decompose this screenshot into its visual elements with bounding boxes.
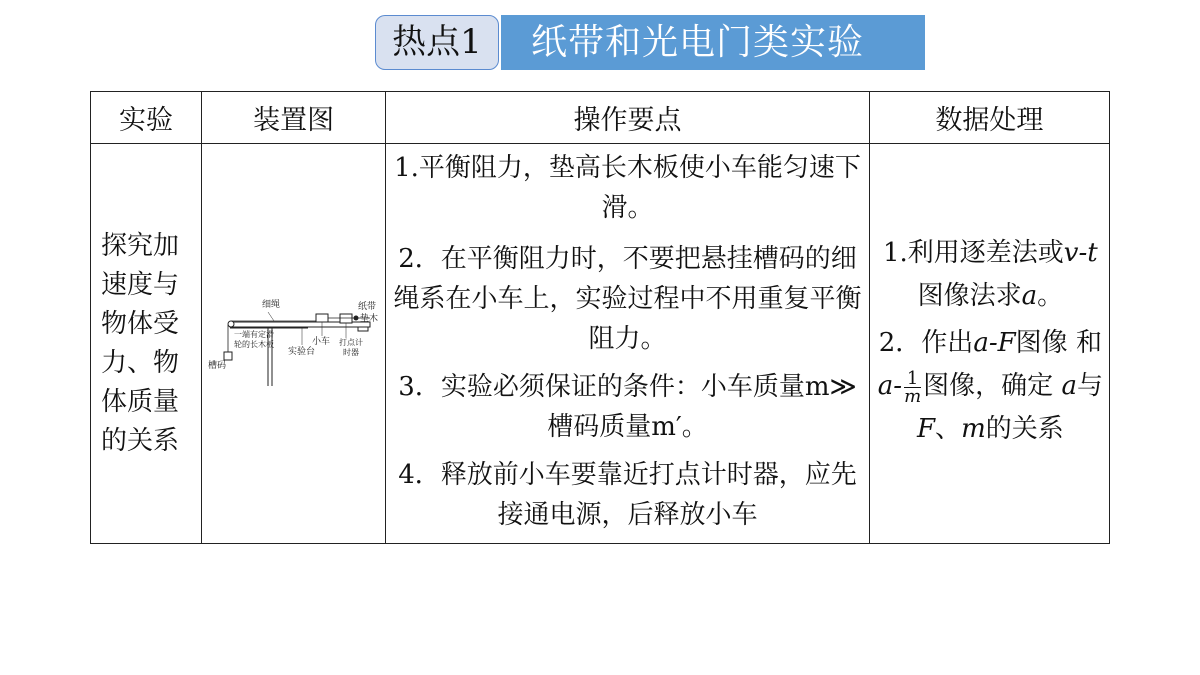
experiment-name: 探究加速度与物体受力、物体质量的关系 — [91, 144, 202, 544]
data-processing-cell — [869, 144, 1109, 544]
timer-shape — [340, 314, 352, 323]
leader-rope — [268, 312, 274, 321]
data-2-text-f: 、 — [935, 414, 962, 444]
cart-shape — [316, 314, 328, 322]
data-item-1 — [878, 232, 1103, 318]
timer-label-box — [336, 338, 366, 362]
label-timer: 打点计时器 — [338, 338, 363, 357]
table-row — [91, 144, 1110, 544]
data-2-m: m — [961, 414, 986, 444]
op-2: 2．在平衡阻力时，不要把悬挂槽码的细绳系在小车上，实验过程中不用重复平衡阻力。 — [393, 244, 862, 354]
label-weight: 槽码 — [207, 361, 226, 371]
title-banner — [375, 15, 925, 72]
header-data-processing: 数据处理 — [869, 92, 1109, 144]
data-1-text-a: 1.利用逐差法或 — [882, 238, 1064, 268]
banner-title: 纸带和光电门类实验 — [501, 15, 925, 70]
label-cart: 小车 — [311, 337, 330, 347]
hotspot-label: 热点1 — [375, 15, 499, 70]
op-1: 1.平衡阻力，垫高长木板使小车能匀速下滑。 — [394, 153, 861, 223]
data-item-2 — [878, 322, 1103, 451]
data-1-t: -t — [1078, 238, 1098, 268]
table-header-row — [91, 92, 1110, 144]
fraction-numerator: 1 — [904, 370, 921, 388]
weight-shape — [224, 352, 232, 360]
header-operations: 操作要点 — [386, 92, 869, 144]
fraction-denominator: m — [904, 385, 922, 407]
data-2-text-e: 与 — [1076, 371, 1103, 401]
label-plank: 一端有定滑轮的长木板 — [233, 330, 274, 349]
data-2-a: a — [973, 328, 989, 358]
data-1-text-b: 图像法求 — [917, 281, 1022, 311]
data-2-a3: a — [1061, 371, 1077, 401]
data-2-F: -F — [988, 328, 1016, 358]
operations-cell — [386, 144, 869, 544]
data-2-F2: F — [917, 414, 936, 444]
label-stand: 实验台 — [287, 347, 315, 357]
pulley-shape — [228, 321, 234, 327]
block-shape — [358, 327, 368, 331]
label-tape: 纸带 — [357, 302, 376, 312]
data-1-var: a — [1021, 281, 1038, 311]
data-1-end: 。 — [1037, 281, 1064, 311]
data-2-text-a: 2．作出 — [878, 328, 974, 358]
data-2-text-g: 的关系 — [985, 414, 1064, 444]
op-4: 4．释放前小车要靠近打点计时器，应先接通电源，后释放小车 — [398, 460, 857, 530]
data-2-a2: a — [877, 371, 894, 401]
label-rope: 细绳 — [261, 300, 280, 310]
data-1-v: v — [1063, 238, 1079, 268]
plank-label-box — [234, 330, 274, 374]
header-apparatus: 装置图 — [202, 92, 386, 144]
data-2-text-b: 图像 — [1015, 328, 1068, 358]
data-2-text-c: 和 — [1075, 328, 1102, 358]
op-3: 3．实验必须保证的条件：小车质量m≫槽码质量m′。 — [398, 372, 857, 442]
label-board: 垫木 — [359, 314, 378, 324]
data-2-dash: - — [893, 371, 903, 401]
experiment-table — [90, 91, 1110, 544]
fraction-1-over-m — [904, 367, 922, 407]
apparatus-diagram-cell — [202, 144, 386, 544]
header-experiment: 实验 — [91, 92, 202, 144]
data-2-text-d: 图像，确定 — [923, 371, 1054, 401]
apparatus-diagram — [208, 290, 380, 390]
